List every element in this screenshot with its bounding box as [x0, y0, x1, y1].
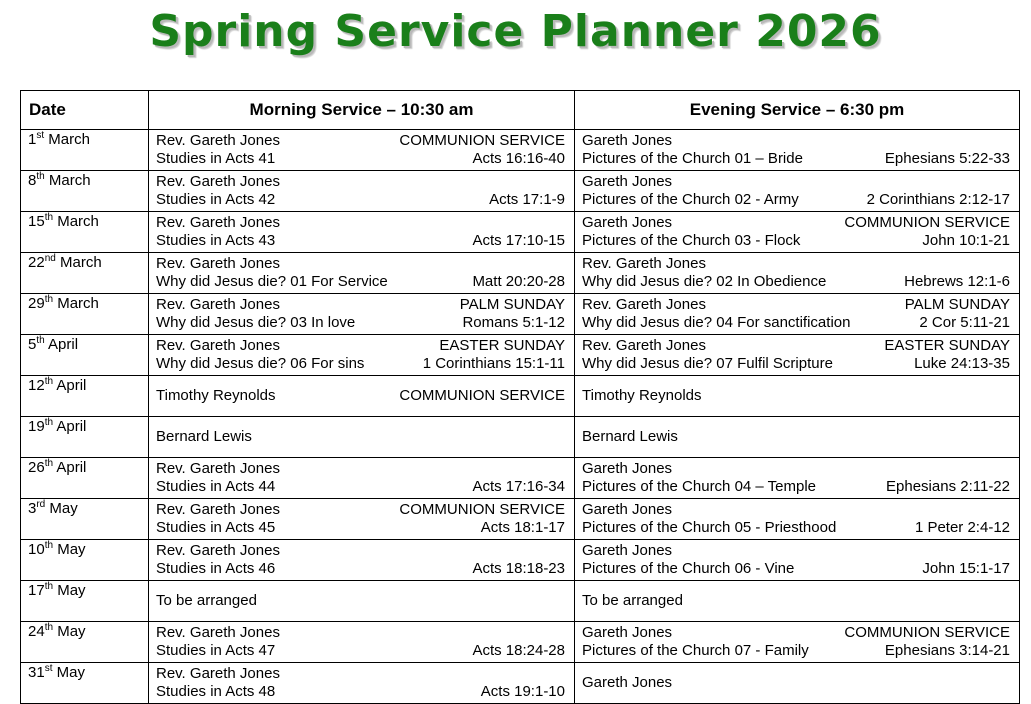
sermon-series: Pictures of the Church 02 - Army: [582, 191, 799, 208]
sermon-series: Studies in Acts 42: [156, 191, 276, 208]
date-month: May: [45, 500, 78, 517]
evening-service-cell: [575, 130, 1020, 171]
sermon-line: [156, 150, 565, 168]
date-day: 3: [28, 500, 37, 517]
preacher-line: [156, 665, 565, 683]
sermon-series: Studies in Acts 46: [156, 560, 276, 577]
sermon-line: [156, 642, 565, 660]
date-ordinal: nd: [44, 253, 56, 264]
bible-reading: Ephesians 5:22-33: [884, 150, 1010, 167]
date-cell: [21, 212, 149, 253]
sermon-line: [582, 314, 1010, 332]
bible-reading: 1 Peter 2:4-12: [914, 519, 1010, 536]
sermon-series: Studies in Acts 43: [156, 232, 276, 249]
preacher-name: To be arranged: [582, 592, 683, 609]
preacher-line: [582, 132, 1010, 150]
sermon-line: [582, 232, 1010, 250]
preacher-name: Rev. Gareth Jones: [156, 542, 280, 559]
sermon-series: Pictures of the Church 04 – Temple: [582, 478, 817, 495]
morning-service-cell: [149, 294, 575, 335]
date-cell: [21, 458, 149, 499]
date-ordinal: rd: [36, 499, 46, 510]
preacher-name: Rev. Gareth Jones: [156, 173, 280, 190]
sermon-series: Pictures of the Church 07 - Family: [582, 642, 809, 659]
date-month: March: [53, 213, 99, 230]
bible-reading: Ephesians 2:11-22: [886, 478, 1010, 495]
date-cell: [21, 294, 149, 335]
evening-service-cell: [575, 253, 1020, 294]
date-ordinal: th: [44, 294, 54, 305]
morning-service-cell: [149, 417, 575, 458]
preacher-name: Rev. Gareth Jones: [156, 501, 280, 518]
bible-reading: John 15:1-17: [922, 560, 1010, 577]
date-month: May: [52, 664, 85, 681]
service-note: COMMUNION SERVICE: [844, 214, 1010, 231]
date-day: 31: [28, 664, 45, 681]
sermon-series: Pictures of the Church 03 - Flock: [582, 232, 801, 249]
preacher-line: [582, 173, 1010, 191]
bible-reading: Luke 24:13-35: [914, 355, 1010, 372]
morning-service-cell: [149, 130, 575, 171]
bible-reading: Acts 17:10-15: [472, 232, 565, 249]
preacher-name: Gareth Jones: [582, 173, 673, 190]
bible-reading: 1 Corinthians 15:1-11: [422, 355, 565, 372]
date-ordinal: th: [44, 212, 54, 223]
evening-service-cell: [575, 417, 1020, 458]
bible-reading: Acts 17:1-9: [489, 191, 565, 208]
preacher-name: Rev. Gareth Jones: [582, 296, 706, 313]
preacher-line: [582, 665, 1010, 692]
date-month: April: [53, 377, 87, 394]
morning-service-cell: [149, 540, 575, 581]
preacher-line: [156, 460, 565, 478]
date-ordinal: th: [36, 171, 45, 182]
sermon-series: Studies in Acts 48: [156, 683, 276, 700]
sermon-series: Why did Jesus die? 02 In Obedience: [582, 273, 827, 290]
sermon-line: [582, 519, 1010, 537]
date-day: 8: [28, 172, 37, 189]
service-note: PALM SUNDAY: [459, 296, 565, 313]
table-row: [21, 622, 1020, 663]
date-day: 15: [28, 213, 45, 230]
bible-reading: Acts 18:18-23: [472, 560, 565, 577]
date-month: May: [53, 582, 86, 599]
service-note: COMMUNION SERVICE: [399, 132, 565, 149]
bible-reading: Acts 18:1-17: [480, 519, 565, 536]
date-ordinal: th: [44, 417, 54, 428]
evening-service-cell: [575, 376, 1020, 417]
preacher-name: Gareth Jones: [582, 542, 673, 559]
service-note: PALM SUNDAY: [904, 296, 1010, 313]
bible-reading: Acts 16:16-40: [472, 150, 565, 167]
preacher-line: [582, 624, 1010, 642]
preacher-line: [582, 583, 1010, 610]
preacher-name: To be arranged: [156, 592, 257, 609]
evening-service-cell: [575, 335, 1020, 376]
evening-service-cell: [575, 458, 1020, 499]
bible-reading: John 10:1-21: [922, 232, 1010, 249]
service-note: EASTER SUNDAY: [439, 337, 565, 354]
sermon-series: Why did Jesus die? 07 Fulfil Scripture: [582, 355, 833, 372]
date-ordinal: st: [36, 130, 45, 141]
table-row: [21, 581, 1020, 622]
table-row: [21, 294, 1020, 335]
morning-service-cell: [149, 253, 575, 294]
date-ordinal: st: [44, 663, 53, 674]
bible-reading: Matt 20:20-28: [472, 273, 565, 290]
date-cell: [21, 622, 149, 663]
sermon-line: [156, 683, 565, 701]
evening-service-cell: [575, 581, 1020, 622]
evening-service-cell: [575, 622, 1020, 663]
date-month: April: [44, 336, 79, 353]
preacher-line: [156, 501, 565, 519]
date-cell: [21, 540, 149, 581]
evening-service-cell: [575, 294, 1020, 335]
date-cell: [21, 130, 149, 171]
bible-reading: Ephesians 3:14-21: [884, 642, 1010, 659]
morning-column-header: Morning Service – 10:30 am: [149, 91, 575, 130]
preacher-name: Rev. Gareth Jones: [582, 337, 706, 354]
date-day: 26: [28, 459, 45, 476]
morning-service-cell: [149, 458, 575, 499]
preacher-line: [156, 214, 565, 232]
preacher-name: Rev. Gareth Jones: [156, 460, 280, 477]
preacher-line: [156, 337, 565, 355]
preacher-name: Rev. Gareth Jones: [582, 255, 706, 272]
service-note: COMMUNION SERVICE: [844, 624, 1010, 641]
sermon-series: Studies in Acts 47: [156, 642, 276, 659]
date-day: 10: [28, 541, 45, 558]
sermon-line: [156, 519, 565, 537]
preacher-name: Rev. Gareth Jones: [156, 132, 280, 149]
bible-reading: Acts 19:1-10: [480, 683, 565, 700]
date-ordinal: th: [36, 335, 45, 346]
preacher-line: [582, 214, 1010, 232]
date-day: 22: [28, 254, 45, 271]
sermon-series: Pictures of the Church 06 - Vine: [582, 560, 795, 577]
preacher-line: [582, 378, 1010, 405]
sermon-line: [582, 560, 1010, 578]
table-row: [21, 663, 1020, 704]
date-month: May: [53, 541, 86, 558]
sermon-series: Why did Jesus die? 03 In love: [156, 314, 356, 331]
date-day: 12: [28, 377, 45, 394]
sermon-series: Why did Jesus die? 04 For sanctification: [582, 314, 851, 331]
table-row: [21, 171, 1020, 212]
bible-reading: Romans 5:1-12: [462, 314, 565, 331]
date-month: March: [44, 131, 90, 148]
header-row: [21, 91, 1020, 130]
page-title: Spring Service Planner 2026: [149, 6, 882, 57]
preacher-line: [156, 132, 565, 150]
date-cell: [21, 171, 149, 212]
bible-reading: Acts 17:16-34: [472, 478, 565, 495]
bible-reading: 2 Cor 5:11-21: [919, 314, 1010, 331]
table-row: [21, 253, 1020, 294]
preacher-line: [156, 378, 565, 405]
date-day: 17: [28, 582, 45, 599]
date-cell: [21, 253, 149, 294]
morning-service-cell: [149, 499, 575, 540]
date-cell: [21, 663, 149, 704]
date-day: 19: [28, 418, 45, 435]
date-cell: [21, 376, 149, 417]
service-planner-table: [20, 90, 1020, 704]
morning-service-cell: [149, 376, 575, 417]
preacher-line: [582, 419, 1010, 446]
sermon-line: [582, 273, 1010, 291]
preacher-name: Gareth Jones: [582, 460, 673, 477]
evening-service-cell: [575, 171, 1020, 212]
date-ordinal: th: [44, 376, 54, 387]
date-cell: [21, 335, 149, 376]
evening-service-cell: [575, 499, 1020, 540]
sermon-line: [156, 314, 565, 332]
sermon-line: [582, 191, 1010, 209]
date-month: March: [53, 295, 99, 312]
preacher-name: Bernard Lewis: [582, 428, 678, 445]
preacher-name: Gareth Jones: [582, 214, 673, 231]
date-day: 29: [28, 295, 45, 312]
preacher-line: [156, 255, 565, 273]
preacher-line: [582, 460, 1010, 478]
date-month: March: [55, 254, 102, 271]
sermon-line: [582, 150, 1010, 168]
preacher-name: Rev. Gareth Jones: [156, 296, 280, 313]
date-day: 24: [28, 623, 45, 640]
service-note: COMMUNION SERVICE: [399, 387, 565, 404]
date-cell: [21, 581, 149, 622]
table-row: [21, 335, 1020, 376]
preacher-name: Rev. Gareth Jones: [156, 665, 280, 682]
date-day: 5: [28, 336, 37, 353]
sermon-line: [156, 273, 565, 291]
preacher-line: [156, 419, 565, 446]
sermon-series: Pictures of the Church 01 – Bride: [582, 150, 803, 167]
table-row: [21, 212, 1020, 253]
sermon-series: Why did Jesus die? 06 For sins: [156, 355, 365, 372]
preacher-line: [156, 173, 565, 191]
table-row: [21, 376, 1020, 417]
preacher-name: Gareth Jones: [582, 674, 673, 691]
bible-reading: 2 Corinthians 2:12-17: [866, 191, 1010, 208]
evening-service-cell: [575, 212, 1020, 253]
date-ordinal: th: [44, 622, 54, 633]
table-row: [21, 540, 1020, 581]
date-cell: [21, 417, 149, 458]
preacher-name: Gareth Jones: [582, 132, 673, 149]
date-ordinal: th: [44, 581, 54, 592]
bible-reading: Acts 18:24-28: [472, 642, 565, 659]
sermon-line: [582, 642, 1010, 660]
morning-service-cell: [149, 663, 575, 704]
sermon-line: [156, 232, 565, 250]
sermon-series: Studies in Acts 45: [156, 519, 276, 536]
evening-service-cell: [575, 540, 1020, 581]
table-row: [21, 499, 1020, 540]
preacher-line: [582, 337, 1010, 355]
preacher-name: Rev. Gareth Jones: [156, 337, 280, 354]
preacher-line: [156, 624, 565, 642]
preacher-name: Rev. Gareth Jones: [156, 255, 280, 272]
date-month: April: [53, 459, 87, 476]
sermon-line: [156, 191, 565, 209]
sermon-line: [156, 355, 565, 373]
preacher-line: [582, 255, 1010, 273]
morning-service-cell: [149, 171, 575, 212]
morning-service-cell: [149, 622, 575, 663]
morning-service-cell: [149, 335, 575, 376]
sermon-series: Pictures of the Church 05 - Priesthood: [582, 519, 837, 536]
preacher-name: Bernard Lewis: [156, 428, 252, 445]
evening-column-header: Evening Service – 6:30 pm: [575, 91, 1020, 130]
service-note: COMMUNION SERVICE: [399, 501, 565, 518]
sermon-line: [156, 478, 565, 496]
date-day: 1: [28, 131, 37, 148]
preacher-line: [156, 296, 565, 314]
date-month: March: [44, 172, 91, 189]
date-column-header: Date: [21, 91, 149, 130]
date-month: May: [53, 623, 86, 640]
sermon-series: Studies in Acts 44: [156, 478, 276, 495]
morning-service-cell: [149, 581, 575, 622]
preacher-name: Timothy Reynolds: [582, 387, 702, 404]
preacher-line: [582, 501, 1010, 519]
evening-service-cell: [575, 663, 1020, 704]
date-ordinal: th: [44, 540, 54, 551]
preacher-line: [156, 583, 565, 610]
sermon-line: [156, 560, 565, 578]
preacher-name: Gareth Jones: [582, 501, 673, 518]
preacher-name: Gareth Jones: [582, 624, 673, 641]
sermon-line: [582, 478, 1010, 496]
preacher-line: [582, 296, 1010, 314]
table-row: [21, 458, 1020, 499]
preacher-name: Timothy Reynolds: [156, 387, 276, 404]
sermon-series: Why did Jesus die? 01 For Service: [156, 273, 388, 290]
preacher-line: [582, 542, 1010, 560]
bible-reading: Hebrews 12:1-6: [904, 273, 1010, 290]
preacher-name: Rev. Gareth Jones: [156, 214, 280, 231]
preacher-line: [156, 542, 565, 560]
morning-service-cell: [149, 212, 575, 253]
service-note: EASTER SUNDAY: [884, 337, 1010, 354]
table-row: [21, 417, 1020, 458]
sermon-line: [582, 355, 1010, 373]
table-row: [21, 130, 1020, 171]
preacher-name: Rev. Gareth Jones: [156, 624, 280, 641]
date-ordinal: th: [44, 458, 54, 469]
date-cell: [21, 499, 149, 540]
sermon-series: Studies in Acts 41: [156, 150, 276, 167]
date-month: April: [53, 418, 87, 435]
